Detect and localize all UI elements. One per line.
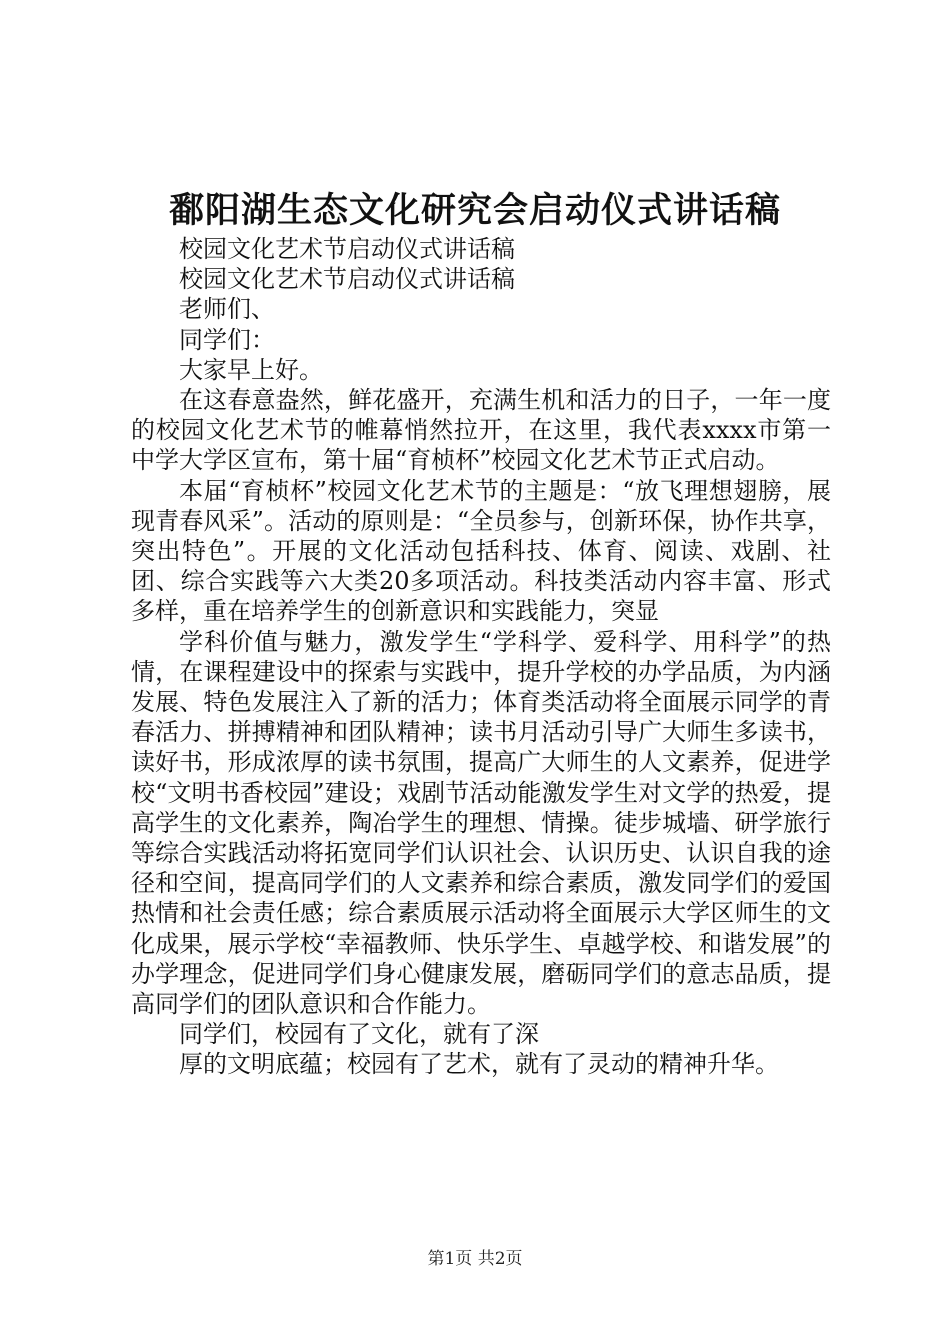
paragraph: 同学们：: [179, 325, 275, 354]
document-title: 鄱阳湖生态文化研究会启动仪式讲话稿: [168, 190, 781, 231]
paragraph: 在这春意盎然，鲜花盛开，充满生机和活力的日子，一年一度的校园文化艺术节的帷幕悄然拉开，在这里，我代表xxxx市第一中学大学区宣布，第十届“育桢杯”校园文化艺术节正式启动。: [131, 386, 831, 475]
paragraph: 学科价值与魅力，激发学生“学科学、爱科学、用科学”的热情，在课程建设中的探索与实践中，提升学校的办学品质，为内涵发展、特色发展注入了新的活力；体育类活动将全面展示同学的青春活力、拼搏精神和团队精神；读书月活动引导广大师生多读书，读好书，形成浓厚的读书氛围，提高广大师生的人文素养，促进学校“文明书香校园”建设；戏剧节活动能激发学生对文学的热爱，提高学生的文化素养，陶冶学生的理想、情操。徒步城墙、研学旅行等综合实践活动将拓宽同学们认识社会、认识历史、认识自我的途径和空间，提高同学们的人文素养和综合素质，激发同学们的爱国热情和社会责任感；综合素质展示活动将全面展示大学区师生的文化成果，展示学校“幸福教师、快乐学生、卓越学校、和谐发展”的办学理念，促进同学们身心健康发展，磨砺同学们的意志品质，提高同学们的团队意识和合作能力。: [131, 627, 831, 1019]
paragraph: 老师们、: [179, 295, 275, 324]
document-body: [131, 234, 831, 1080]
page-footer: 第1页 共2页: [427, 1249, 523, 1269]
paragraph: 校园文化艺术节启动仪式讲话稿: [179, 235, 515, 263]
paragraph: 同学们，校园有了文化，就有了深: [179, 1020, 539, 1049]
paragraph: 厚的文明底蕴；校园有了艺术，就有了灵动的精神升华。: [179, 1050, 779, 1079]
paragraph: 大家早上好。: [179, 355, 323, 384]
paragraph: 本届“育桢杯”校园文化艺术节的主题是：“放飞理想翅膀，展现青春风采”。活动的原则是：“全员参与，创新环保，协作共享，突出特色”。开展的文化活动包括科技、体育、阅读、戏剧、社团、综合实践等六大类20多项活动。科技类活动内容丰富、形式多样，重在培养学生的创新意识和实践能力，突显: [131, 476, 831, 626]
paragraph: 校园文化艺术节启动仪式讲话稿: [179, 265, 515, 294]
